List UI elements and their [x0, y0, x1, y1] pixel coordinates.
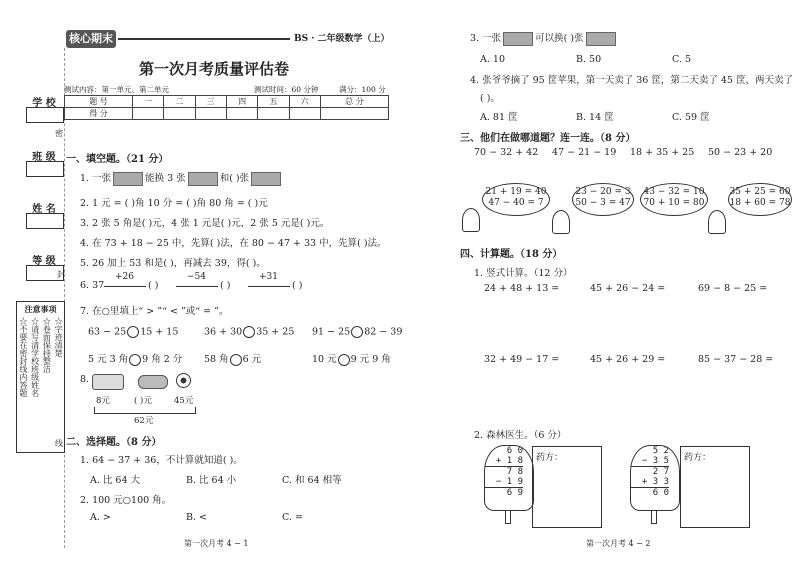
- choice-1-option-b[interactable]: B. 比 64 小: [186, 475, 237, 486]
- seal-mi: 密: [55, 129, 63, 138]
- notice-col-2: ☆卷面保持整洁: [42, 317, 52, 373]
- score-header-cell: 二: [164, 96, 195, 108]
- score-row-label: 得 分: [65, 108, 133, 120]
- seal-xian: 线: [55, 439, 63, 448]
- compare-left: 5 元 3 角: [88, 354, 129, 365]
- name-label: 姓 名: [32, 204, 56, 215]
- q8-price-3: 45元: [174, 396, 194, 406]
- notice-col-4: ☆不要在密封线内答题: [18, 317, 28, 397]
- tree-line: − 3 5: [641, 456, 669, 466]
- link-expression[interactable]: 70 − 32 + 42: [474, 147, 539, 158]
- score-row: [65, 108, 389, 120]
- calc-item[interactable]: 24 + 48 + 13 =: [484, 283, 560, 294]
- choice-4-option-b[interactable]: B. 14 筐: [576, 112, 614, 123]
- score-header-cell: 一: [133, 96, 164, 108]
- question-3: 3. 2 张 5 角是( )元，4 张 1 元是( )元，2 张 5 元是( )元。: [80, 218, 330, 229]
- choice-4-blank[interactable]: ( )。: [480, 93, 500, 104]
- header-rule: [118, 38, 290, 40]
- compare-right: 9 元 9 角: [350, 354, 391, 365]
- banknote-icon: [586, 32, 616, 46]
- q6-blank-1[interactable]: ( ): [148, 280, 159, 291]
- question-7: 7. 在○里填上“ > ”“ < ”或“ = ”。: [80, 306, 229, 317]
- compare-2: [204, 326, 294, 338]
- tree-line: + 3 3: [641, 477, 669, 487]
- tree-line: 6 0: [506, 446, 523, 456]
- right-page: [402, 18, 793, 558]
- compare-right: 82 − 39: [364, 326, 403, 338]
- arrow-2: [176, 286, 218, 287]
- score-cell[interactable]: [320, 108, 388, 120]
- c3-text-b: 可以换( )张: [535, 33, 584, 44]
- score-header-cell: 三: [195, 96, 226, 108]
- choice-1-option-a[interactable]: A. 比 64 大: [90, 475, 141, 486]
- score-cell[interactable]: [258, 108, 289, 120]
- compare-circle[interactable]: [338, 354, 350, 366]
- compare-circle[interactable]: [127, 326, 139, 338]
- bubble-line: 23 − 20 = 3: [575, 187, 631, 197]
- school-label: 学 校: [32, 98, 56, 109]
- bubble-line: 70 + 10 = 80: [643, 198, 705, 208]
- total-bracket: [94, 407, 196, 414]
- compare-right: 6 元: [242, 354, 262, 365]
- notice-title: 注意事项: [24, 304, 57, 314]
- prescription-box-1[interactable]: [532, 446, 602, 528]
- score-header-cell: 总 分: [320, 96, 388, 108]
- bubble-line: 47 − 40 = 7: [488, 198, 544, 208]
- right-footer: 第一次月考 4 − 2: [586, 539, 651, 548]
- q6-blank-2[interactable]: ( ): [220, 280, 231, 291]
- compare-6: [312, 351, 391, 366]
- question-8: 8.: [80, 374, 90, 385]
- calc-item[interactable]: 45 + 26 − 24 =: [590, 283, 666, 294]
- compare-circle[interactable]: [129, 354, 141, 366]
- prescription-box-2[interactable]: [680, 446, 750, 528]
- notice-box: [16, 301, 65, 453]
- section-3-title: 三、他们在做哪道题？连一连。（8 分）: [460, 133, 636, 144]
- choice-2: 2. 100 元○100 角。: [80, 495, 172, 506]
- choice-3: [470, 30, 618, 46]
- tree-trunk: [651, 511, 657, 524]
- meta-content: 测试内容：第一单元、第二单元: [64, 85, 169, 94]
- q1-text-c: 和( )张: [219, 173, 250, 184]
- question-2: 2. 1 元 = ( )角 10 分 = ( )角 80 角 = ( )元: [80, 198, 268, 209]
- burger-icon: [138, 375, 168, 389]
- link-expression[interactable]: 50 − 23 + 20: [708, 147, 773, 158]
- bubble-line: 18 + 60 = 78: [729, 198, 791, 208]
- link-expression[interactable]: 18 + 35 + 25: [630, 147, 695, 158]
- bubble-1: [482, 183, 550, 216]
- c3-text-a: 3. 一张: [470, 33, 502, 44]
- choice-4-option-c[interactable]: C. 59 筐: [672, 112, 710, 123]
- question-4: 4. 在 73 + 18 − 25 中，先算( )法，在 80 − 47 + 33 中，先算( )法。: [80, 238, 387, 249]
- compare-left: 91 − 25: [312, 326, 351, 338]
- choice-2-option-a[interactable]: A. >: [90, 512, 111, 523]
- score-header-row: [65, 96, 389, 108]
- grade-label: 等 级: [32, 256, 56, 267]
- tree-line: 6 9: [485, 487, 523, 498]
- banknote-icon: [251, 172, 281, 186]
- seal-feng: 封: [57, 270, 65, 279]
- score-cell[interactable]: [289, 108, 320, 120]
- notice-col-1: ☆字迹清楚: [54, 317, 64, 357]
- seal-sidebar: [24, 48, 65, 548]
- notice-col-3: ☆请写清学校班级姓名: [30, 317, 40, 397]
- meta-time: 测试时间：60 分钟: [254, 85, 319, 94]
- tree-line: 5 2: [652, 446, 669, 456]
- bubble-line: 35 + 25 = 60: [729, 187, 791, 197]
- choice-2-option-c[interactable]: C. =: [282, 512, 303, 523]
- bubble-2: [572, 183, 634, 216]
- bubble-line: 43 − 32 = 10: [643, 187, 705, 197]
- child-icon: [462, 208, 480, 232]
- link-expression[interactable]: 47 − 21 − 19: [552, 147, 617, 158]
- q8-total: 62元: [134, 416, 154, 426]
- rx-label: 药方：: [536, 453, 564, 463]
- score-cell[interactable]: [164, 108, 195, 120]
- section-4-title: 四、计算题。（18 分）: [460, 249, 563, 260]
- compare-left: 10 元: [312, 354, 337, 365]
- choice-4-option-a[interactable]: A. 81 筐: [480, 112, 518, 123]
- compare-left: 36 + 30: [204, 326, 243, 338]
- compare-left: 63 − 25: [88, 326, 127, 338]
- subsection-1: 1. 竖式计算。（12 分）: [474, 268, 573, 279]
- question-5: 5. 26 加上 53 和是( )，再减去 39，得( )。: [80, 258, 266, 269]
- question-6-start: 6. 37: [80, 280, 105, 291]
- score-cell[interactable]: [226, 108, 257, 120]
- compare-right: 15 + 15: [140, 326, 179, 338]
- q8-price-2[interactable]: ( )元: [134, 396, 152, 406]
- bubble-line: 21 + 19 = 40: [485, 187, 547, 197]
- arrow-3: [248, 286, 290, 287]
- q6-blank-3[interactable]: ( ): [292, 280, 303, 291]
- exam-title: 第一次月考质量评估卷: [138, 60, 289, 78]
- q6-op-2: −54: [187, 272, 206, 282]
- choice-3-option-c[interactable]: C. 5: [672, 54, 692, 65]
- compare-circle[interactable]: [243, 326, 255, 338]
- bubble-3: [640, 183, 708, 216]
- pencil-case-icon: [92, 374, 124, 390]
- bubble-line: 50 − 3 = 47: [575, 198, 631, 208]
- section-1-title: 一、填空题。（21 分）: [66, 154, 169, 165]
- q8-price-1: 8元: [96, 396, 110, 406]
- q1-text-b: 能换 3 张: [145, 173, 186, 184]
- score-header-cell: 四: [226, 96, 257, 108]
- class-field[interactable]: [26, 161, 64, 177]
- banknote-icon: [188, 172, 218, 186]
- calc-item[interactable]: 45 + 26 + 29 =: [590, 354, 666, 365]
- bubble-4: [728, 183, 792, 216]
- rx-label: 药方：: [684, 453, 712, 463]
- meta-score: 满分：100 分: [339, 85, 386, 94]
- calc-item[interactable]: 69 − 8 − 25 =: [698, 283, 768, 294]
- child-icon: [552, 210, 570, 234]
- compare-left: 58 角: [204, 354, 229, 365]
- score-header-cell: 五: [258, 96, 289, 108]
- compare-right: 9 角 2 分: [142, 354, 183, 365]
- tree-line: 2 7: [631, 466, 669, 477]
- compare-right: 35 + 25: [256, 326, 295, 338]
- score-cell[interactable]: [133, 108, 164, 120]
- score-table: [64, 95, 389, 120]
- class-label: 班 级: [32, 152, 56, 163]
- choice-1-option-c[interactable]: C. 和 64 相等: [282, 475, 342, 486]
- compare-3: [312, 326, 402, 338]
- score-header-cell: 题 号: [65, 96, 133, 108]
- left-footer: 第一次月考 4 − 1: [184, 539, 249, 548]
- subsection-2: 2. 森林医生。（6 分）: [474, 430, 567, 441]
- tree-line: + 1 8: [495, 456, 523, 466]
- tree-problem-1: [484, 445, 534, 511]
- name-field[interactable]: [26, 213, 64, 229]
- q1-text-a: 1. 一张: [80, 173, 112, 184]
- choice-4: 4. 张爷爷摘了 95 筐苹果，第一天卖了 36 筐，第二天卖了 45 筐，两天卖了: [470, 75, 793, 86]
- tree-line: 6 0: [631, 487, 669, 498]
- arrow-1: [104, 286, 146, 287]
- tree-problem-2: [630, 445, 680, 511]
- brand-logo: 核心期末: [66, 30, 116, 48]
- banknote-icon: [113, 172, 143, 186]
- compare-4: [88, 351, 182, 366]
- banknote-icon: [503, 32, 533, 46]
- calc-item[interactable]: 32 + 49 − 17 =: [484, 354, 560, 365]
- compare-5: [204, 351, 261, 366]
- subject-label: BS · 二年级数学（上）: [294, 34, 390, 44]
- compare-1: [88, 326, 178, 338]
- tree-line: − 1 9: [495, 477, 523, 487]
- choice-3-option-b[interactable]: B. 50: [576, 54, 602, 65]
- choice-1: 1. 64 − 37 + 36，不计算就知道( )。: [80, 455, 243, 466]
- tree-line: 7 8: [485, 466, 523, 477]
- tree-trunk: [505, 511, 511, 524]
- score-cell[interactable]: [195, 108, 226, 120]
- score-header-cell: 六: [289, 96, 320, 108]
- left-page: [14, 18, 403, 558]
- q6-op-1: +26: [115, 272, 134, 282]
- choice-3-option-a[interactable]: A. 10: [480, 54, 505, 65]
- child-icon: [708, 210, 726, 234]
- compare-circle[interactable]: [230, 354, 242, 366]
- section-2-title: 二、选择题。（8 分）: [66, 437, 162, 448]
- choice-2-option-b[interactable]: B. <: [186, 512, 207, 523]
- calc-item[interactable]: 85 − 37 − 28 =: [698, 354, 774, 365]
- question-1: [80, 170, 283, 186]
- football-icon: [176, 373, 191, 388]
- q6-op-3: +31: [259, 272, 278, 282]
- school-field[interactable]: [26, 107, 64, 123]
- compare-circle[interactable]: [351, 326, 363, 338]
